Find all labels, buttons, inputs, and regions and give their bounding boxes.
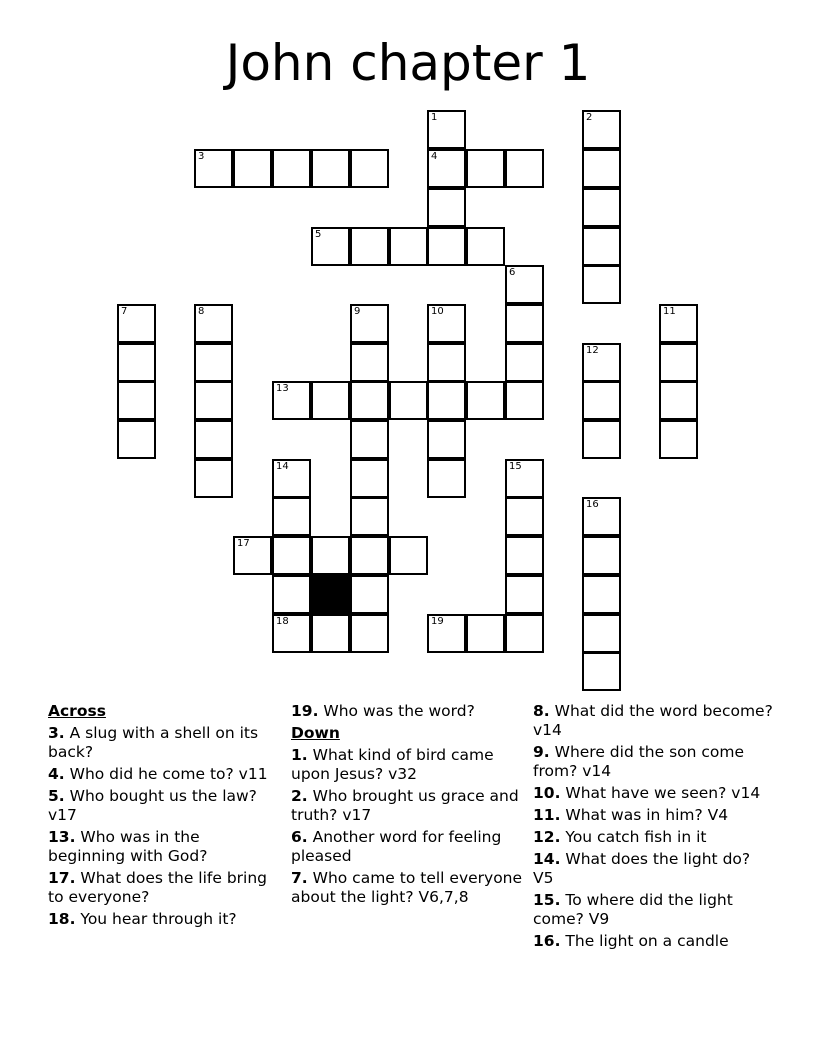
grid-cell[interactable] — [350, 575, 389, 614]
grid-cell[interactable] — [505, 265, 544, 304]
grid-cell[interactable] — [350, 614, 389, 653]
clue-number: 1 — [431, 112, 438, 123]
down-clue — [533, 850, 773, 888]
across-clue — [48, 787, 268, 825]
black-cell — [311, 575, 350, 614]
grid-cell[interactable] — [350, 497, 389, 536]
grid-cell[interactable] — [427, 420, 466, 459]
grid-cell[interactable] — [117, 343, 156, 382]
grid-cell[interactable] — [272, 614, 311, 653]
across-clue — [48, 765, 268, 784]
grid-cell[interactable] — [272, 149, 311, 188]
grid-cell[interactable] — [389, 381, 428, 420]
grid-cell[interactable] — [272, 497, 311, 536]
clue-text: What does the life bring to everyone? — [48, 869, 267, 906]
clue-text: Who did he come to? v11 — [69, 765, 268, 783]
grid-cell[interactable] — [272, 575, 311, 614]
across-clue — [48, 910, 268, 929]
clue-text: A slug with a shell on its back? — [48, 724, 259, 761]
grid-cell[interactable] — [350, 459, 389, 498]
clue-text: Who came to tell everyone about the light? V6,7,8 — [291, 869, 523, 906]
grid-cell[interactable] — [350, 343, 389, 382]
down-clue — [533, 932, 773, 951]
down-clue — [533, 784, 773, 803]
clue-number: 5 — [315, 229, 322, 240]
grid-cell[interactable] — [427, 459, 466, 498]
clue-num: 10. — [533, 784, 561, 802]
clue-text: Who was the word? — [323, 702, 475, 720]
clue-number: 13 — [276, 383, 289, 394]
grid-cell[interactable] — [117, 304, 156, 343]
clue-number: 3 — [198, 151, 205, 162]
grid-cell[interactable] — [194, 420, 233, 459]
clue-number: 15 — [509, 461, 522, 472]
grid-cell[interactable] — [350, 227, 389, 266]
grid-cell[interactable] — [350, 304, 389, 343]
down-heading: Down — [291, 724, 340, 742]
down-clue — [291, 787, 523, 825]
clues-column-2 — [291, 702, 523, 910]
down-clue — [291, 869, 523, 907]
grid-cell[interactable] — [505, 575, 544, 614]
down-clue — [533, 806, 773, 825]
grid-cell[interactable] — [194, 304, 233, 343]
grid-cell[interactable] — [350, 420, 389, 459]
clue-text: What was in him? V4 — [565, 806, 729, 824]
clue-num: 12. — [533, 828, 561, 846]
grid-cell[interactable] — [582, 188, 621, 227]
clue-number: 7 — [121, 306, 128, 317]
down-clue — [533, 743, 773, 781]
clue-num: 19. — [291, 702, 319, 720]
grid-cell[interactable] — [427, 304, 466, 343]
grid-cell[interactable] — [505, 304, 544, 343]
grid-cell[interactable] — [582, 614, 621, 653]
across-clue — [48, 828, 268, 866]
grid-cell[interactable] — [582, 265, 621, 304]
grid-cell[interactable] — [427, 188, 466, 227]
grid-cell[interactable] — [427, 149, 466, 188]
clue-num: 14. — [533, 850, 561, 868]
clue-number: 11 — [663, 306, 676, 317]
grid-cell[interactable] — [311, 149, 350, 188]
clues-column-3 — [533, 702, 773, 954]
clue-text: You catch fish in it — [565, 828, 707, 846]
clue-text: Who was in the beginning with God? — [48, 828, 208, 865]
grid-cell[interactable] — [659, 343, 698, 382]
grid-cell[interactable] — [582, 227, 621, 266]
grid-cell[interactable] — [194, 381, 233, 420]
grid-cell[interactable] — [427, 381, 466, 420]
clue-text: To where did the light come? V9 — [533, 891, 733, 928]
grid-cell[interactable] — [311, 227, 350, 266]
clue-number: 2 — [586, 112, 593, 123]
clue-text: Who bought us the law? v17 — [48, 787, 257, 824]
clues-column-1 — [48, 702, 268, 932]
clue-number: 19 — [431, 616, 444, 627]
grid-cell[interactable] — [427, 227, 466, 266]
clue-num: 1. — [291, 746, 308, 764]
grid-cell[interactable] — [272, 381, 311, 420]
clue-number: 17 — [237, 538, 250, 549]
grid-cell[interactable] — [311, 614, 350, 653]
clue-number: 6 — [509, 267, 516, 278]
grid-cell[interactable] — [582, 420, 621, 459]
grid-cell[interactable] — [582, 149, 621, 188]
clue-number: 16 — [586, 499, 599, 510]
grid-cell[interactable] — [582, 497, 621, 536]
puzzle-title: John chapter 1 — [225, 34, 591, 92]
grid-cell[interactable] — [659, 304, 698, 343]
clue-num: 13. — [48, 828, 76, 846]
clue-text: What have we seen? v14 — [565, 784, 761, 802]
clue-number: 12 — [586, 345, 599, 356]
grid-cell[interactable] — [233, 149, 272, 188]
grid-cell[interactable] — [505, 381, 544, 420]
down-clue — [533, 702, 773, 740]
clue-num: 5. — [48, 787, 65, 805]
clue-num: 4. — [48, 765, 65, 783]
clue-text: Another word for feeling pleased — [291, 828, 502, 865]
clue-text: Who brought us grace and truth? v17 — [291, 787, 519, 824]
grid-cell[interactable] — [311, 536, 350, 575]
clue-number: 9 — [354, 306, 361, 317]
grid-cell[interactable] — [233, 536, 272, 575]
grid-cell[interactable] — [389, 227, 428, 266]
grid-cell[interactable] — [659, 381, 698, 420]
clue-number: 14 — [276, 461, 289, 472]
grid-cell[interactable] — [582, 575, 621, 614]
clue-num: 7. — [291, 869, 308, 887]
grid-cell[interactable] — [505, 149, 544, 188]
grid-cell[interactable] — [505, 343, 544, 382]
grid-cell[interactable] — [582, 652, 621, 691]
grid-cell[interactable] — [272, 536, 311, 575]
clue-text: What did the word become? v14 — [533, 702, 773, 739]
grid-cell[interactable] — [582, 381, 621, 420]
clue-text: The light on a candle — [565, 932, 729, 950]
clue-number: 4 — [431, 151, 438, 162]
clue-num: 3. — [48, 724, 65, 742]
grid-cell[interactable] — [117, 381, 156, 420]
across-clue — [48, 724, 268, 762]
grid-cell[interactable] — [311, 381, 350, 420]
clue-text: Where did the son come from? v14 — [533, 743, 745, 780]
clue-text: What kind of bird came upon Jesus? v32 — [291, 746, 494, 783]
grid-cell[interactable] — [194, 149, 233, 188]
grid-cell[interactable] — [427, 110, 466, 149]
grid-cell[interactable] — [659, 420, 698, 459]
grid-cell[interactable] — [117, 420, 156, 459]
grid-cell[interactable] — [505, 614, 544, 653]
grid-cell[interactable] — [505, 459, 544, 498]
grid-cell[interactable] — [582, 536, 621, 575]
grid-cell[interactable] — [350, 149, 389, 188]
grid-cell[interactable] — [427, 614, 466, 653]
clue-num: 15. — [533, 891, 561, 909]
clue-num: 18. — [48, 910, 76, 928]
clue-number: 18 — [276, 616, 289, 627]
clue-num: 9. — [533, 743, 550, 761]
clue-num: 11. — [533, 806, 561, 824]
grid-cell[interactable] — [505, 536, 544, 575]
grid-cell[interactable] — [505, 497, 544, 536]
grid-cell[interactable] — [427, 343, 466, 382]
down-clue — [533, 891, 773, 929]
down-clue — [291, 828, 523, 866]
across-clue — [48, 869, 268, 907]
grid-cell[interactable] — [389, 536, 428, 575]
grid-cell[interactable] — [582, 110, 621, 149]
grid-cell[interactable] — [466, 614, 505, 653]
across-clue — [291, 702, 523, 721]
clue-number: 8 — [198, 306, 205, 317]
down-clue — [291, 746, 523, 784]
down-clue — [533, 828, 773, 847]
grid-cell[interactable] — [194, 459, 233, 498]
grid-cell[interactable] — [466, 381, 505, 420]
clue-num: 6. — [291, 828, 308, 846]
clue-num: 2. — [291, 787, 308, 805]
grid-cell[interactable] — [350, 381, 389, 420]
grid-cell[interactable] — [350, 536, 389, 575]
grid-cell[interactable] — [194, 343, 233, 382]
clue-num: 16. — [533, 932, 561, 950]
clue-text: You hear through it? — [80, 910, 237, 928]
grid-cell[interactable] — [272, 459, 311, 498]
across-heading: Across — [48, 702, 106, 720]
grid-cell[interactable] — [466, 227, 505, 266]
clue-number: 10 — [431, 306, 444, 317]
grid-cell[interactable] — [466, 149, 505, 188]
clue-text: What does the light do? V5 — [533, 850, 751, 887]
clue-num: 8. — [533, 702, 550, 720]
grid-cell[interactable] — [582, 343, 621, 382]
clue-num: 17. — [48, 869, 76, 887]
